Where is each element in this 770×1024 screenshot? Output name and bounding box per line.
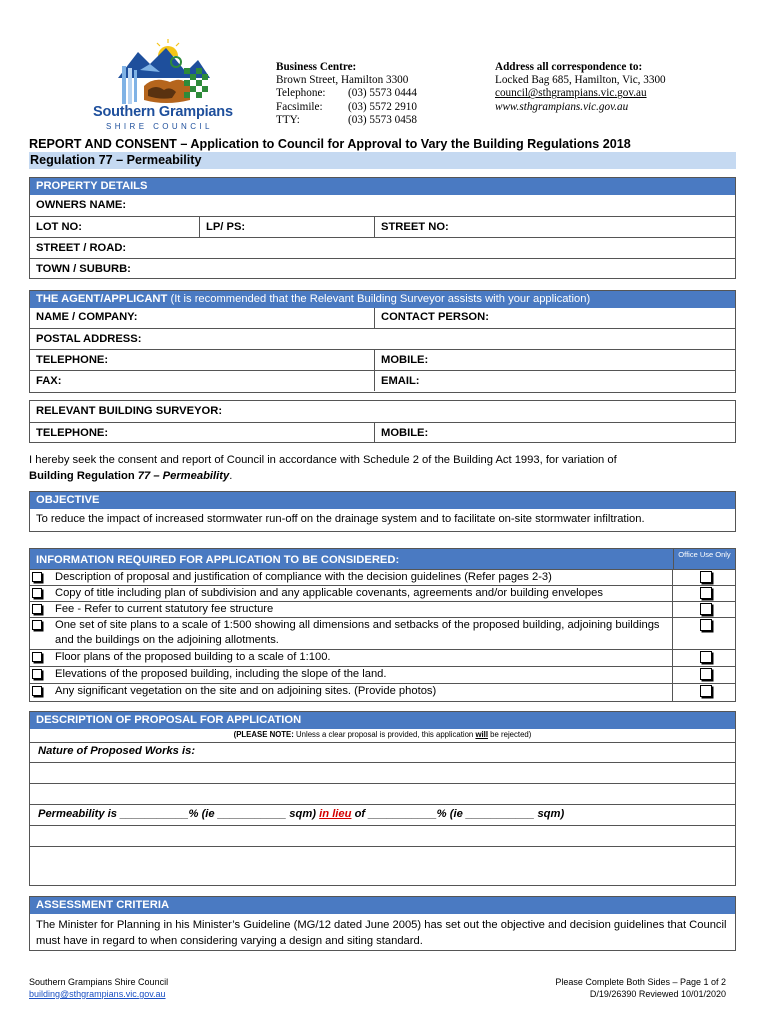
checklist-item-text: Copy of title including plan of subdivision and any applicable covenants, agreements and/or building envelopes — [55, 587, 603, 599]
street-road-row[interactable] — [30, 237, 735, 258]
surveyor-mobile-field[interactable]: MOBILE: — [381, 427, 429, 439]
checklist-item-text: One set of site plans to a scale of 1:500 showing all dimensions and setbacks of the proposed building, adjoining buildings and the buildings on the adjoining allotments. — [55, 619, 660, 646]
agent-phone-row — [30, 349, 735, 370]
checklist-item-text: Elevations of the proposed building, including the slope of the land. — [55, 668, 387, 680]
office-checkbox-icon[interactable] — [700, 603, 712, 615]
objective-heading: OBJECTIVE — [30, 492, 735, 509]
agent-fax-field[interactable]: FAX: — [30, 371, 375, 391]
surveyor-telephone-field[interactable]: TELEPHONE: — [30, 423, 375, 443]
name-company-field[interactable]: NAME / COMPANY: — [30, 308, 375, 328]
note-end: be rejected) — [488, 730, 532, 739]
consent-text: I hereby seek the consent and report of Council in accordance with Schedule 2 of the Building Act 1993, for variation of — [29, 454, 617, 466]
office-checkbox-icon[interactable] — [700, 587, 712, 599]
owners-name-row[interactable] — [30, 195, 735, 216]
office-checkbox-icon[interactable] — [700, 571, 712, 583]
consent-regulation-name: 77 – Permeability — [137, 470, 230, 482]
business-fax-row — [276, 101, 417, 114]
page-title: REPORT AND CONSENT – Application to Council for Approval to Vary the Building Regulations 2018 — [29, 137, 631, 151]
agent-heading — [30, 291, 735, 308]
checklist-item-text: Floor plans of the proposed building to a scale of 1:100. — [55, 651, 331, 663]
checklist-item-text: Fee - Refer to current statutory fee structure — [55, 603, 274, 615]
building-surveyor-field[interactable]: RELEVANT BUILDING SURVEYOR: — [36, 405, 223, 417]
business-telephone-label: Telephone: — [276, 87, 326, 100]
town-row[interactable] — [30, 258, 735, 279]
description-line[interactable] — [30, 783, 735, 804]
description-heading: DESCRIPTION OF PROPOSAL FOR APPLICATION — [30, 712, 735, 729]
business-telephone-row — [276, 87, 417, 100]
assessment-text: The Minister for Planning in his Minister’s Guideline (MG/12 dated June 2005) has set out the objective and decision guidelines that Council must have in regard to when considering varying a design and siting standard. — [36, 919, 727, 947]
consent-statement — [29, 452, 739, 484]
street-no-field[interactable]: STREET NO: — [381, 221, 449, 233]
checklist-item[interactable] — [30, 666, 735, 683]
business-tty-value: (03) 5573 0458 — [348, 113, 417, 126]
nature-of-works-label: Nature of Proposed Works is: — [30, 742, 735, 762]
checklist-item[interactable] — [30, 569, 735, 585]
permeability-row[interactable] — [30, 804, 735, 825]
office-use-label: Office Use Only — [673, 549, 735, 569]
correspondence-postal: Locked Bag 685, Hamilton, Vic, 3300 — [495, 74, 666, 87]
contact-person-field[interactable]: CONTACT PERSON: — [381, 311, 489, 323]
consent-regulation-suffix: . — [229, 470, 233, 482]
description-line[interactable] — [30, 846, 735, 868]
checklist-item[interactable] — [30, 585, 735, 601]
business-street: Brown Street, Hamilton 3300 — [276, 74, 409, 87]
business-fax-label: Facsimile: — [276, 100, 323, 113]
correspondence-block — [495, 61, 666, 114]
checkbox-icon[interactable] — [32, 669, 42, 679]
surveyor-section — [29, 400, 736, 443]
footer-reference: D/19/26390 Reviewed 10/01/2020 — [589, 989, 726, 999]
assessment-section — [29, 896, 736, 951]
checkbox-icon[interactable] — [32, 588, 42, 598]
checkbox-icon[interactable] — [32, 686, 42, 696]
footer-email-link[interactable]: building@sthgrampians.vic.gov.au — [29, 989, 166, 999]
owners-name-field[interactable]: OWNERS NAME: — [36, 199, 127, 211]
checklist-item[interactable] — [30, 683, 735, 701]
permeability-text-b: of ___________% (ie ___________ sqm) — [351, 808, 565, 820]
checklist-item[interactable] — [30, 601, 735, 617]
business-centre-title: Business Centre: — [276, 61, 357, 73]
property-details-section — [29, 177, 736, 279]
checklist-item[interactable] — [30, 617, 735, 649]
logo-subtitle: SHIRE COUNCIL — [106, 122, 213, 131]
lot-no-field[interactable]: LOT NO: — [30, 217, 200, 237]
business-fax-value: (03) 5572 2910 — [348, 100, 417, 113]
agent-telephone-field[interactable]: TELEPHONE: — [30, 350, 375, 370]
property-details-heading: PROPERTY DETAILS — [30, 178, 735, 195]
business-centre-block — [276, 61, 417, 127]
description-line[interactable] — [30, 825, 735, 846]
information-required-heading: INFORMATION REQUIRED FOR APPLICATION TO BE CONSIDERED: — [30, 549, 674, 569]
town-suburb-field[interactable]: TOWN / SUBURB: — [36, 263, 131, 275]
office-checkbox-icon[interactable] — [700, 651, 712, 663]
lot-row — [30, 216, 735, 237]
agent-heading-note: (It is recommended that the Relevant Building Surveyor assists with your application) — [170, 293, 591, 305]
checklist-item-text: Any significant vegetation on the site and on adjoining sites. (Provide photos) — [55, 685, 437, 697]
council-website-link[interactable]: www.sthgrampians.vic.gov.au — [495, 100, 629, 113]
information-required-section — [29, 548, 736, 702]
office-checkbox-icon[interactable] — [700, 685, 712, 697]
footer-org: Southern Grampians Shire Council — [29, 977, 169, 987]
in-lieu-text: in lieu — [319, 808, 352, 820]
checkbox-icon[interactable] — [32, 620, 42, 630]
consent-regulation-prefix: Building Regulation — [29, 470, 138, 482]
note-label: (PLEASE NOTE: — [233, 730, 294, 739]
footer-right — [555, 976, 726, 1000]
checklist-item-text: Description of proposal and justification of compliance with the decision guidelines (Refer pages 2-3) — [55, 571, 552, 583]
postal-address-field[interactable]: POSTAL ADDRESS: — [36, 333, 142, 345]
assessment-heading: ASSESSMENT CRITERIA — [30, 897, 735, 914]
business-tty-label: TTY: — [276, 113, 300, 126]
postal-address-row[interactable] — [30, 328, 735, 349]
agent-email-field[interactable]: EMAIL: — [381, 375, 420, 387]
permeability-text-a: Permeability is ___________% (ie ___________ sqm) — [38, 808, 320, 820]
office-checkbox-icon[interactable] — [700, 619, 712, 631]
office-checkbox-icon[interactable] — [700, 668, 712, 680]
footer-page: Please Complete Both Sides – Page 1 of 2 — [555, 977, 726, 987]
agent-heading-title: THE AGENT/APPLICANT — [36, 293, 168, 305]
business-telephone-value: (03) 5573 0444 — [348, 87, 417, 100]
surveyor-phone-row — [30, 422, 735, 443]
description-line[interactable] — [30, 762, 735, 783]
note-will: will — [475, 730, 489, 739]
note-text: Unless a clear proposal is provided, this application — [293, 730, 476, 739]
lp-ps-field[interactable]: LP/ PS: — [200, 217, 375, 237]
checkbox-icon[interactable] — [32, 604, 42, 614]
footer-left — [29, 976, 168, 1000]
street-road-field[interactable]: STREET / ROAD: — [36, 242, 127, 254]
page-header — [0, 0, 770, 135]
business-tty-row — [276, 114, 417, 127]
objective-text: To reduce the impact of increased stormwater run-off on the drainage system and to facilitate on-site stormwater infiltration. — [36, 513, 645, 525]
logo-name: Southern Grampians — [93, 104, 233, 120]
checkbox-icon[interactable] — [32, 652, 42, 662]
description-section — [29, 711, 736, 886]
agent-name-row — [30, 308, 735, 328]
surveyor-row[interactable] — [30, 401, 735, 422]
objective-section — [29, 491, 736, 532]
checklist-item[interactable] — [30, 649, 735, 666]
agent-mobile-field[interactable]: MOBILE: — [381, 354, 429, 366]
correspondence-title: Address all correspondence to: — [495, 61, 643, 73]
council-email-link[interactable]: council@sthgrampians.vic.gov.au — [495, 87, 647, 100]
checkbox-icon[interactable] — [32, 572, 42, 582]
agent-section — [29, 290, 736, 393]
description-note — [30, 729, 735, 742]
agent-fax-row — [30, 370, 735, 391]
page-subtitle: Regulation 77 – Permeability — [29, 152, 736, 169]
